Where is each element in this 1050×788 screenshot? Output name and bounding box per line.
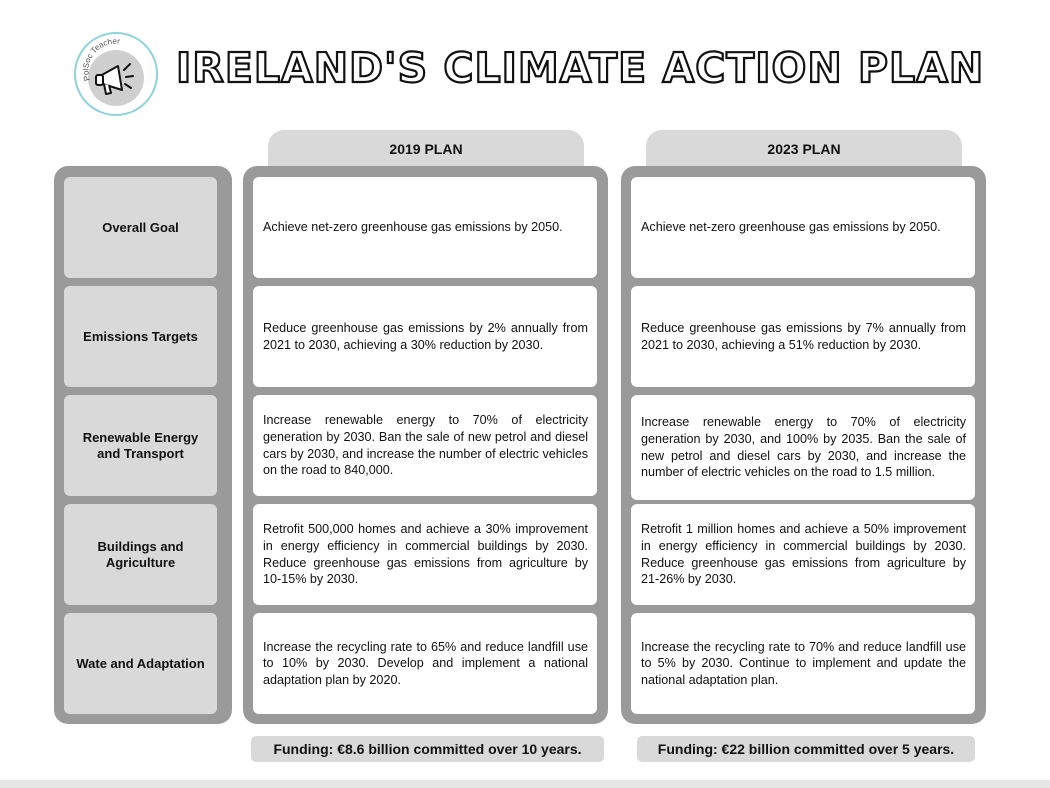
cell-2023-renewable-energy: Increase renewable energy to 70% of electricity generation by 2030, and 100% by 2035. Ban the sale of new petrol and diesel cars by 2030, and increase the number of electric vehicles on the road to 1.5 million.: [631, 395, 975, 500]
row-label-buildings-agriculture: Buildings and Agriculture: [64, 504, 217, 605]
cell-2019-overall-goal: Achieve net-zero greenhouse gas emissions by 2050.: [253, 177, 597, 278]
polsoc-teacher-logo: [74, 32, 158, 116]
column-header-2023: 2023 PLAN: [646, 130, 962, 176]
cell-2019-emissions-targets: Reduce greenhouse gas emissions by 2% annually from 2021 to 2030, achieving a 30% reduction by 2030.: [253, 286, 597, 387]
page-title: IRELAND'S CLIMATE ACTION PLAN: [176, 44, 985, 92]
logo-ring-label: PolSoc Teacher: [81, 36, 121, 82]
cell-2019-renewable-energy: Increase renewable energy to 70% of electricity generation by 2030. Ban the sale of new petrol and diesel cars by 2030, and increase the number of electric vehicles on the road to 840,000.: [253, 395, 597, 496]
cell-2023-emissions-targets: Reduce greenhouse gas emissions by 7% annually from 2021 to 2030, achieving a 51% reduction by 2030.: [631, 286, 975, 387]
row-label-renewable-energy: Renewable Energy and Transport: [64, 395, 217, 496]
cell-2023-buildings-agriculture: Retrofit 1 million homes and achieve a 50% improvement in energy efficiency in commercial buildings by 2030. Reduce greenhouse gas emissions from agriculture by 21-26% by 2030.: [631, 504, 975, 605]
column-header-2019: 2019 PLAN: [268, 130, 584, 176]
cell-2023-overall-goal: Achieve net-zero greenhouse gas emissions by 2050.: [631, 177, 975, 278]
row-label-overall-goal: Overall Goal: [64, 177, 217, 278]
row-label-emissions-targets: Emissions Targets: [64, 286, 217, 387]
cell-2019-buildings-agriculture: Retrofit 500,000 homes and achieve a 30% improvement in energy efficiency in commercial buildings by 2030. Reduce greenhouse gas emissions from agriculture by 10-15% by 2030.: [253, 504, 597, 605]
cell-2019-waste-adaptation: Increase the recycling rate to 65% and reduce landfill use to 10% by 2030. Develop and implement a national adaptation plan by 2020.: [253, 613, 597, 714]
funding-2019: Funding: €8.6 billion committed over 10 years.: [251, 736, 604, 762]
cell-2023-waste-adaptation: Increase the recycling rate to 70% and reduce landfill use to 5% by 2030. Continue to implement and update the national adaptation plan.: [631, 613, 975, 714]
megaphone-icon: [88, 50, 144, 106]
funding-2023: Funding: €22 billion committed over 5 years.: [637, 736, 975, 762]
row-label-waste-adaptation: Wate and Adaptation: [64, 613, 217, 714]
bottom-border: [0, 780, 1050, 788]
